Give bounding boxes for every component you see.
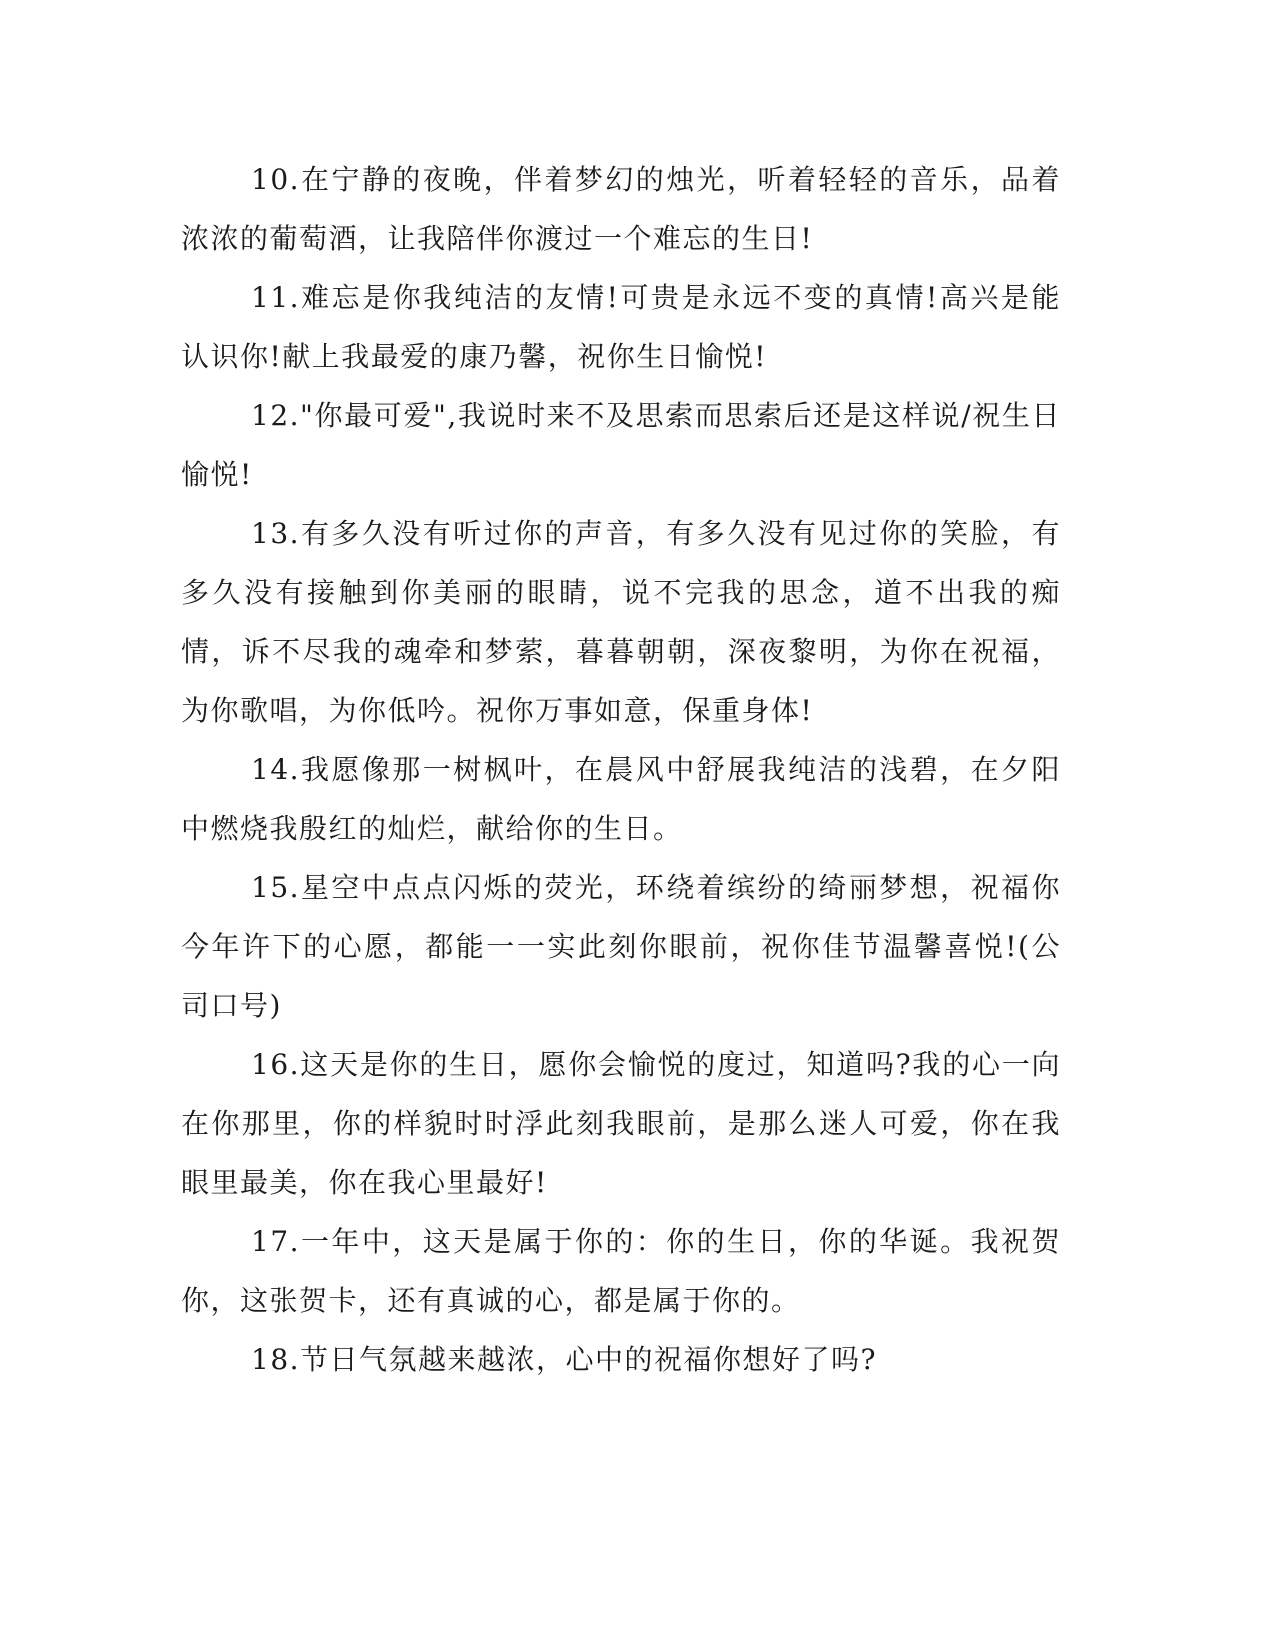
paragraph-18: 18.节日气氛越来越浓，心中的祝福你想好了吗?	[251, 1343, 878, 1376]
paragraph-11: 11.难忘是你我纯洁的友情!可贵是永远不变的真情!高兴是能认识你!献上我最爱的康乃馨，祝你生日愉悦!	[181, 281, 1061, 373]
paragraph-13: 13.有多久没有听过你的声音，有多久没有见过你的笑脸，有多久没有接触到你美丽的眼睛，说不完我的思念，道不出我的痴情，诉不尽我的魂牵和梦萦，暮暮朝朝，深夜黎明，为你在祝福，为你歌唱，为你低吟。祝你万事如意，保重身体!	[181, 517, 1061, 727]
paragraph-14: 14.我愿像那一树枫叶，在晨风中舒展我纯洁的浅碧，在夕阳中燃烧我殷红的灿烂，献给你的生日。	[181, 753, 1061, 845]
document-body	[181, 150, 1061, 1389]
paragraph-12: 12."你最可爱",我说时来不及思索而思索后还是这样说/祝生日愉悦!	[181, 399, 1061, 491]
paragraph-15: 15.星空中点点闪烁的荧光，环绕着缤纷的绮丽梦想，祝福你今年许下的心愿，都能一一实此刻你眼前，祝你佳节温馨喜悦!(公司口号)	[181, 871, 1061, 1022]
paragraph-17: 17.一年中，这天是属于你的：你的生日，你的华诞。我祝贺你，这张贺卡，还有真诚的心，都是属于你的。	[181, 1225, 1061, 1317]
paragraph-10: 10.在宁静的夜晚，伴着梦幻的烛光，听着轻轻的音乐，品着浓浓的葡萄酒，让我陪伴你渡过一个难忘的生日!	[181, 163, 1061, 255]
paragraph-16: 16.这天是你的生日，愿你会愉悦的度过，知道吗?我的心一向在你那里，你的样貌时时浮此刻我眼前，是那么迷人可爱，你在我眼里最美，你在我心里最好!	[181, 1048, 1061, 1199]
